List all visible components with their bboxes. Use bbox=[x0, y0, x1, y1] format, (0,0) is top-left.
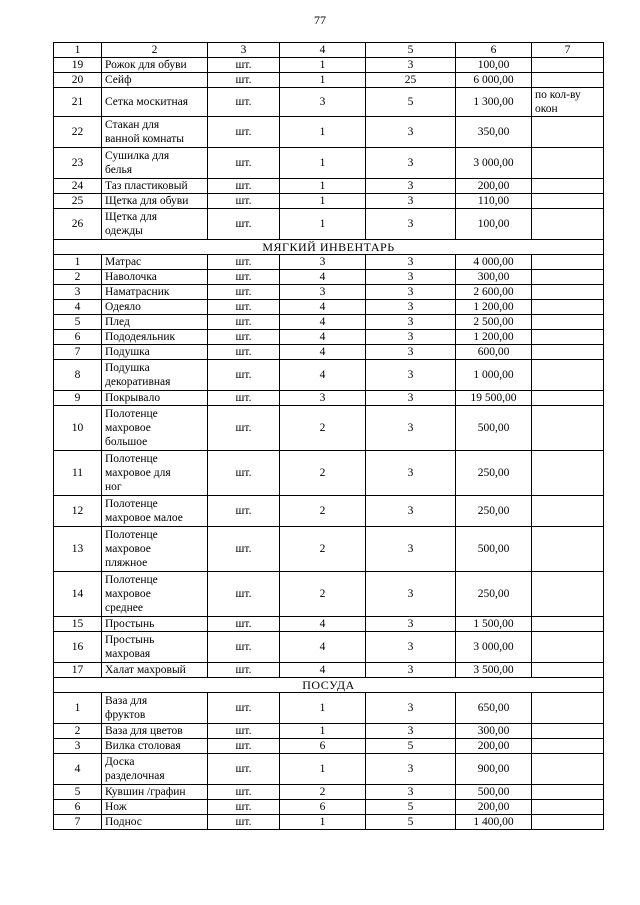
note-cell bbox=[532, 255, 604, 270]
item-name-cell: Полотенце махровое среднее bbox=[102, 572, 208, 617]
table-row bbox=[54, 754, 604, 785]
row-number-cell: 22 bbox=[54, 117, 102, 148]
unit-cell: шт. bbox=[208, 179, 280, 194]
row-number-cell: 26 bbox=[54, 209, 102, 240]
service-life-cell: 3 bbox=[366, 209, 456, 240]
item-name-cell: Простынь bbox=[102, 617, 208, 632]
header-cell-7: 7 bbox=[532, 43, 604, 58]
table-row bbox=[54, 209, 604, 240]
service-life-cell: 3 bbox=[366, 785, 456, 800]
note-cell bbox=[532, 330, 604, 345]
unit-cell: шт. bbox=[208, 754, 280, 785]
note-cell bbox=[532, 693, 604, 724]
item-name-cell: Подушка bbox=[102, 345, 208, 360]
row-number-cell: 23 bbox=[54, 148, 102, 179]
row-number-cell: 13 bbox=[54, 527, 102, 572]
note-cell bbox=[532, 148, 604, 179]
quantity-cell: 4 bbox=[280, 663, 366, 678]
unit-cell: шт. bbox=[208, 815, 280, 830]
row-number-cell: 14 bbox=[54, 572, 102, 617]
quantity-cell: 2 bbox=[280, 451, 366, 496]
note-cell bbox=[532, 285, 604, 300]
unit-cell: шт. bbox=[208, 739, 280, 754]
unit-cell: шт. bbox=[208, 300, 280, 315]
row-number-cell: 7 bbox=[54, 345, 102, 360]
quantity-cell: 2 bbox=[280, 572, 366, 617]
note-cell bbox=[532, 117, 604, 148]
row-number-cell: 19 bbox=[54, 58, 102, 73]
item-name-cell: Матрас bbox=[102, 255, 208, 270]
header-cell-1: 1 bbox=[54, 43, 102, 58]
price-cell: 250,00 bbox=[456, 451, 532, 496]
row-number-cell: 12 bbox=[54, 496, 102, 527]
item-name-cell: Покрывало bbox=[102, 391, 208, 406]
table-row bbox=[54, 58, 604, 73]
table-row bbox=[54, 572, 604, 617]
inventory-table bbox=[53, 42, 604, 830]
quantity-cell: 1 bbox=[280, 148, 366, 179]
price-cell: 300,00 bbox=[456, 270, 532, 285]
price-cell: 200,00 bbox=[456, 179, 532, 194]
table-row bbox=[54, 360, 604, 391]
row-number-cell: 2 bbox=[54, 270, 102, 285]
service-life-cell: 3 bbox=[366, 754, 456, 785]
unit-cell: шт. bbox=[208, 663, 280, 678]
unit-cell: шт. bbox=[208, 330, 280, 345]
service-life-cell: 3 bbox=[366, 117, 456, 148]
service-life-cell: 3 bbox=[366, 496, 456, 527]
note-cell bbox=[532, 73, 604, 88]
row-number-cell: 3 bbox=[54, 739, 102, 754]
row-number-cell: 4 bbox=[54, 300, 102, 315]
unit-cell: шт. bbox=[208, 255, 280, 270]
row-number-cell: 10 bbox=[54, 406, 102, 451]
row-number-cell: 6 bbox=[54, 330, 102, 345]
price-cell: 100,00 bbox=[456, 209, 532, 240]
note-cell bbox=[532, 617, 604, 632]
unit-cell: шт. bbox=[208, 360, 280, 391]
item-name-cell: Простынь махровая bbox=[102, 632, 208, 663]
quantity-cell: 1 bbox=[280, 58, 366, 73]
price-cell: 3 000,00 bbox=[456, 148, 532, 179]
quantity-cell: 4 bbox=[280, 300, 366, 315]
section-row bbox=[54, 678, 604, 693]
price-cell: 300,00 bbox=[456, 724, 532, 739]
service-life-cell: 3 bbox=[366, 330, 456, 345]
note-cell bbox=[532, 632, 604, 663]
service-life-cell: 3 bbox=[366, 315, 456, 330]
item-name-cell: Халат махровый bbox=[102, 663, 208, 678]
price-cell: 1 500,00 bbox=[456, 617, 532, 632]
quantity-cell: 1 bbox=[280, 815, 366, 830]
item-name-cell: Стакан для ванной комнаты bbox=[102, 117, 208, 148]
service-life-cell: 3 bbox=[366, 451, 456, 496]
table-row bbox=[54, 496, 604, 527]
table-row bbox=[54, 391, 604, 406]
row-number-cell: 5 bbox=[54, 785, 102, 800]
row-number-cell: 7 bbox=[54, 815, 102, 830]
price-cell: 900,00 bbox=[456, 754, 532, 785]
item-name-cell: Сейф bbox=[102, 73, 208, 88]
unit-cell: шт. bbox=[208, 617, 280, 632]
table-row bbox=[54, 815, 604, 830]
note-cell bbox=[532, 754, 604, 785]
quantity-cell: 2 bbox=[280, 496, 366, 527]
table-row bbox=[54, 148, 604, 179]
price-cell: 110,00 bbox=[456, 194, 532, 209]
row-number-cell: 16 bbox=[54, 632, 102, 663]
table-row bbox=[54, 117, 604, 148]
item-name-cell: Пододеяльник bbox=[102, 330, 208, 345]
unit-cell: шт. bbox=[208, 194, 280, 209]
quantity-cell: 4 bbox=[280, 360, 366, 391]
table-row bbox=[54, 315, 604, 330]
table-row bbox=[54, 194, 604, 209]
table-row bbox=[54, 300, 604, 315]
note-cell: по кол-ву окон bbox=[532, 88, 604, 117]
section-row bbox=[54, 240, 604, 255]
table-row bbox=[54, 451, 604, 496]
item-name-cell: Поднос bbox=[102, 815, 208, 830]
quantity-cell: 2 bbox=[280, 406, 366, 451]
unit-cell: шт. bbox=[208, 406, 280, 451]
quantity-cell: 1 bbox=[280, 754, 366, 785]
price-cell: 500,00 bbox=[456, 527, 532, 572]
table-row bbox=[54, 345, 604, 360]
table-row bbox=[54, 73, 604, 88]
note-cell bbox=[532, 194, 604, 209]
row-number-cell: 8 bbox=[54, 360, 102, 391]
service-life-cell: 25 bbox=[366, 73, 456, 88]
service-life-cell: 3 bbox=[366, 194, 456, 209]
unit-cell: шт. bbox=[208, 88, 280, 117]
quantity-cell: 4 bbox=[280, 632, 366, 663]
service-life-cell: 5 bbox=[366, 815, 456, 830]
row-number-cell: 11 bbox=[54, 451, 102, 496]
unit-cell: шт. bbox=[208, 785, 280, 800]
note-cell bbox=[532, 406, 604, 451]
unit-cell: шт. bbox=[208, 285, 280, 300]
unit-cell: шт. bbox=[208, 724, 280, 739]
unit-cell: шт. bbox=[208, 117, 280, 148]
service-life-cell: 3 bbox=[366, 391, 456, 406]
quantity-cell: 1 bbox=[280, 194, 366, 209]
note-cell bbox=[532, 724, 604, 739]
item-name-cell: Подушка декоративная bbox=[102, 360, 208, 391]
quantity-cell: 1 bbox=[280, 209, 366, 240]
price-cell: 3 500,00 bbox=[456, 663, 532, 678]
header-cell-5: 5 bbox=[366, 43, 456, 58]
service-life-cell: 3 bbox=[366, 255, 456, 270]
quantity-cell: 3 bbox=[280, 285, 366, 300]
section-title: ПОСУДА bbox=[54, 678, 604, 693]
note-cell bbox=[532, 815, 604, 830]
price-cell: 650,00 bbox=[456, 693, 532, 724]
item-name-cell: Рожок для обуви bbox=[102, 58, 208, 73]
price-cell: 1 000,00 bbox=[456, 360, 532, 391]
quantity-cell: 4 bbox=[280, 617, 366, 632]
service-life-cell: 3 bbox=[366, 58, 456, 73]
service-life-cell: 3 bbox=[366, 179, 456, 194]
page-number: 77 bbox=[314, 13, 326, 27]
row-number-cell: 17 bbox=[54, 663, 102, 678]
unit-cell: шт. bbox=[208, 391, 280, 406]
item-name-cell: Доска разделочная bbox=[102, 754, 208, 785]
service-life-cell: 3 bbox=[366, 663, 456, 678]
table-row bbox=[54, 330, 604, 345]
row-number-cell: 15 bbox=[54, 617, 102, 632]
note-cell bbox=[532, 345, 604, 360]
price-cell: 200,00 bbox=[456, 800, 532, 815]
table-row bbox=[54, 693, 604, 724]
row-number-cell: 5 bbox=[54, 315, 102, 330]
note-cell bbox=[532, 800, 604, 815]
row-number-cell: 4 bbox=[54, 754, 102, 785]
table-row bbox=[54, 739, 604, 754]
unit-cell: шт. bbox=[208, 315, 280, 330]
service-life-cell: 3 bbox=[366, 285, 456, 300]
item-name-cell: Полотенце махровое для ног bbox=[102, 451, 208, 496]
service-life-cell: 5 bbox=[366, 739, 456, 754]
unit-cell: шт. bbox=[208, 270, 280, 285]
unit-cell: шт. bbox=[208, 632, 280, 663]
note-cell bbox=[532, 527, 604, 572]
price-cell: 1 300,00 bbox=[456, 88, 532, 117]
item-name-cell: Наволочка bbox=[102, 270, 208, 285]
price-cell: 4 000,00 bbox=[456, 255, 532, 270]
price-cell: 1 400,00 bbox=[456, 815, 532, 830]
row-number-cell: 24 bbox=[54, 179, 102, 194]
row-number-cell: 6 bbox=[54, 800, 102, 815]
unit-cell: шт. bbox=[208, 148, 280, 179]
quantity-cell: 4 bbox=[280, 270, 366, 285]
unit-cell: шт. bbox=[208, 800, 280, 815]
service-life-cell: 3 bbox=[366, 693, 456, 724]
note-cell bbox=[532, 179, 604, 194]
row-number-cell: 1 bbox=[54, 693, 102, 724]
note-cell bbox=[532, 300, 604, 315]
quantity-cell: 2 bbox=[280, 785, 366, 800]
table-row bbox=[54, 406, 604, 451]
table-row bbox=[54, 617, 604, 632]
price-cell: 250,00 bbox=[456, 496, 532, 527]
price-cell: 500,00 bbox=[456, 785, 532, 800]
note-cell bbox=[532, 663, 604, 678]
service-life-cell: 3 bbox=[366, 360, 456, 391]
note-cell bbox=[532, 209, 604, 240]
note-cell bbox=[532, 391, 604, 406]
item-name-cell: Ваза для цветов bbox=[102, 724, 208, 739]
quantity-cell: 3 bbox=[280, 88, 366, 117]
item-name-cell: Кувшин /графин bbox=[102, 785, 208, 800]
item-name-cell: Плед bbox=[102, 315, 208, 330]
unit-cell: шт. bbox=[208, 451, 280, 496]
row-number-cell: 2 bbox=[54, 724, 102, 739]
row-number-cell: 9 bbox=[54, 391, 102, 406]
row-number-cell: 21 bbox=[54, 88, 102, 117]
note-cell bbox=[532, 58, 604, 73]
service-life-cell: 3 bbox=[366, 617, 456, 632]
item-name-cell: Щетка для одежды bbox=[102, 209, 208, 240]
item-name-cell: Сушилка для белья bbox=[102, 148, 208, 179]
service-life-cell: 3 bbox=[366, 406, 456, 451]
service-life-cell: 5 bbox=[366, 800, 456, 815]
header-cell-3: 3 bbox=[208, 43, 280, 58]
unit-cell: шт. bbox=[208, 693, 280, 724]
service-life-cell: 3 bbox=[366, 724, 456, 739]
price-cell: 200,00 bbox=[456, 739, 532, 754]
quantity-cell: 4 bbox=[280, 330, 366, 345]
price-cell: 1 200,00 bbox=[456, 300, 532, 315]
quantity-cell: 4 bbox=[280, 315, 366, 330]
price-cell: 19 500,00 bbox=[456, 391, 532, 406]
row-number-cell: 1 bbox=[54, 255, 102, 270]
item-name-cell: Одеяло bbox=[102, 300, 208, 315]
note-cell bbox=[532, 572, 604, 617]
unit-cell: шт. bbox=[208, 527, 280, 572]
table-row bbox=[54, 663, 604, 678]
unit-cell: шт. bbox=[208, 496, 280, 527]
row-number-cell: 20 bbox=[54, 73, 102, 88]
row-number-cell: 25 bbox=[54, 194, 102, 209]
table-row bbox=[54, 800, 604, 815]
quantity-cell: 1 bbox=[280, 693, 366, 724]
header-row bbox=[54, 43, 604, 58]
table-row bbox=[54, 270, 604, 285]
header-cell-4: 4 bbox=[280, 43, 366, 58]
item-name-cell: Сетка москитная bbox=[102, 88, 208, 117]
item-name-cell: Полотенце махровое большое bbox=[102, 406, 208, 451]
price-cell: 2 500,00 bbox=[456, 315, 532, 330]
service-life-cell: 3 bbox=[366, 270, 456, 285]
price-cell: 500,00 bbox=[456, 406, 532, 451]
item-name-cell: Таз пластиковый bbox=[102, 179, 208, 194]
price-cell: 600,00 bbox=[456, 345, 532, 360]
price-cell: 3 000,00 bbox=[456, 632, 532, 663]
note-cell bbox=[532, 785, 604, 800]
quantity-cell: 6 bbox=[280, 739, 366, 754]
quantity-cell: 3 bbox=[280, 255, 366, 270]
quantity-cell: 1 bbox=[280, 179, 366, 194]
note-cell bbox=[532, 360, 604, 391]
price-cell: 250,00 bbox=[456, 572, 532, 617]
item-name-cell: Полотенце махровое пляжное bbox=[102, 527, 208, 572]
table-row bbox=[54, 527, 604, 572]
service-life-cell: 3 bbox=[366, 572, 456, 617]
quantity-cell: 1 bbox=[280, 117, 366, 148]
note-cell bbox=[532, 451, 604, 496]
note-cell bbox=[532, 496, 604, 527]
quantity-cell: 6 bbox=[280, 800, 366, 815]
note-cell bbox=[532, 270, 604, 285]
quantity-cell: 4 bbox=[280, 345, 366, 360]
table-row bbox=[54, 785, 604, 800]
unit-cell: шт. bbox=[208, 572, 280, 617]
row-number-cell: 3 bbox=[54, 285, 102, 300]
quantity-cell: 3 bbox=[280, 391, 366, 406]
unit-cell: шт. bbox=[208, 73, 280, 88]
quantity-cell: 1 bbox=[280, 724, 366, 739]
item-name-cell: Вилка столовая bbox=[102, 739, 208, 754]
table-row bbox=[54, 724, 604, 739]
service-life-cell: 3 bbox=[366, 148, 456, 179]
price-cell: 6 000,00 bbox=[456, 73, 532, 88]
service-life-cell: 5 bbox=[366, 88, 456, 117]
unit-cell: шт. bbox=[208, 58, 280, 73]
price-cell: 2 600,00 bbox=[456, 285, 532, 300]
price-cell: 350,00 bbox=[456, 117, 532, 148]
table-row bbox=[54, 179, 604, 194]
price-cell: 100,00 bbox=[456, 58, 532, 73]
unit-cell: шт. bbox=[208, 209, 280, 240]
item-name-cell: Ваза для фруктов bbox=[102, 693, 208, 724]
item-name-cell: Полотенце махровое малое bbox=[102, 496, 208, 527]
header-cell-2: 2 bbox=[102, 43, 208, 58]
section-title: МЯГКИЙ ИНВЕНТАРЬ bbox=[54, 240, 604, 255]
service-life-cell: 3 bbox=[366, 527, 456, 572]
service-life-cell: 3 bbox=[366, 632, 456, 663]
table-row bbox=[54, 632, 604, 663]
table-row bbox=[54, 255, 604, 270]
unit-cell: шт. bbox=[208, 345, 280, 360]
note-cell bbox=[532, 315, 604, 330]
item-name-cell: Наматрасник bbox=[102, 285, 208, 300]
item-name-cell: Нож bbox=[102, 800, 208, 815]
service-life-cell: 3 bbox=[366, 345, 456, 360]
note-cell bbox=[532, 739, 604, 754]
service-life-cell: 3 bbox=[366, 300, 456, 315]
quantity-cell: 1 bbox=[280, 73, 366, 88]
table-row bbox=[54, 285, 604, 300]
quantity-cell: 2 bbox=[280, 527, 366, 572]
header-cell-6: 6 bbox=[456, 43, 532, 58]
item-name-cell: Щетка для обуви bbox=[102, 194, 208, 209]
table-row bbox=[54, 88, 604, 117]
price-cell: 1 200,00 bbox=[456, 330, 532, 345]
